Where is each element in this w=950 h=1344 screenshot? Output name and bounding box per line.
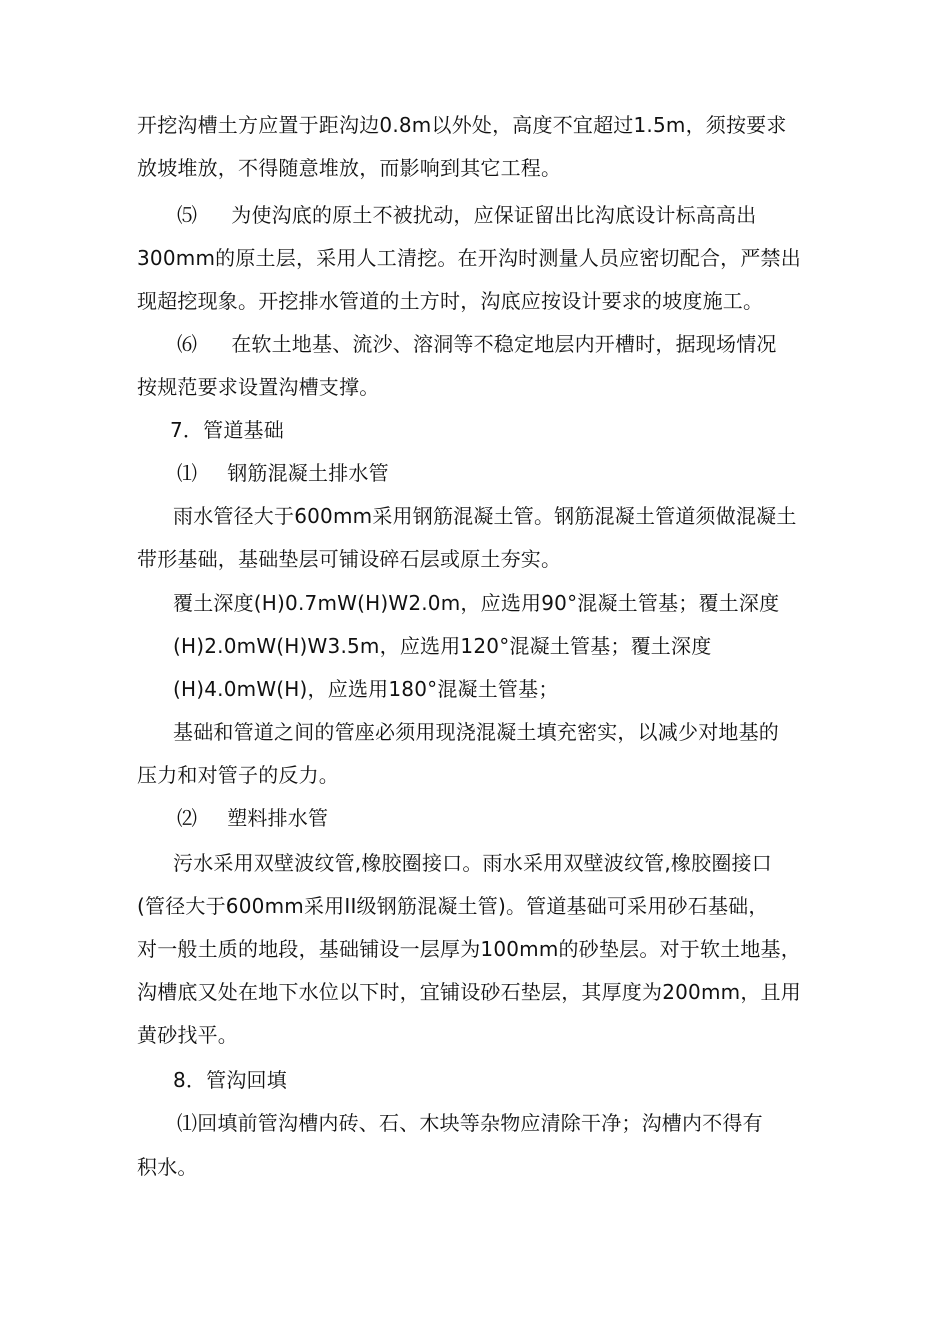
section-heading: 7．管道基础 (170, 418, 284, 442)
paragraph-line: 雨水管径大于600mm采用钢筋混凝土管。钢筋混凝土管道须做混凝土 (173, 504, 797, 528)
paragraph-line: 沟槽底又处在地下水位以下时，宜铺设砂石垫层，其厚度为200mm，且用 (137, 980, 801, 1004)
paragraph-line: 污水采用双壁波纹管,橡胶圈接口。雨水采用双壁波纹管,橡胶圈接口 (173, 851, 772, 875)
list-item-line: ⑹ 在软土地基、流沙、溶洞等不稳定地层内开槽时，据现场情况 (177, 332, 777, 356)
paragraph-line: 按规范要求设置沟槽支撑。 (137, 375, 380, 399)
paragraph-line: (管径大于600mm采用II级钢筋混凝土管)。管道基础可采用砂石基础， (137, 894, 769, 918)
paragraph-line: 对一般土质的地段，基础铺设一层厚为100mm的砂垫层。对于软土地基， (137, 937, 801, 961)
paragraph-line: 开挖沟槽土方应置于距沟边0.8m以外处，高度不宜超过1.5m，须按要求 (137, 113, 787, 137)
paragraph-line: 放坡堆放，不得随意堆放，而影响到其它工程。 (137, 156, 562, 180)
paragraph-line: (H)2.0mW(H)W3.5m，应选用120°混凝土管基；覆土深度 (173, 634, 712, 658)
list-number: ⑹ (177, 332, 198, 356)
subsection-heading: ⑵ 塑料排水管 (177, 806, 329, 830)
list-number: ⑴ (177, 461, 198, 485)
paragraph-line: 黄砂找平。 (137, 1023, 238, 1047)
list-number: ⑵ (177, 806, 198, 830)
list-item-line: ⑴回填前管沟槽内砖、石、木块等杂物应清除干净；沟槽内不得有 (177, 1111, 763, 1135)
paragraph-line: 基础和管道之间的管座必须用现浇混凝土填充密实，以减少对地基的 (173, 720, 779, 744)
section-heading: 8．管沟回填 (173, 1068, 287, 1092)
list-number: ⑸ (177, 203, 198, 227)
paragraph-line: 带形基础，基础垫层可铺设碎石层或原土夯实。 (137, 547, 562, 571)
list-item-line: ⑸ 为使沟底的原土不被扰动，应保证留出比沟底设计标高高出 (177, 203, 757, 227)
paragraph-line: 积水。 (137, 1155, 198, 1179)
paragraph-line: 覆土深度(H)0.7mW(H)W2.0m，应选用90°混凝土管基；覆土深度 (173, 591, 780, 615)
paragraph-line: (H)4.0mW(H)，应选用180°混凝土管基； (173, 677, 559, 701)
paragraph-line: 现超挖现象。开挖排水管道的土方时，沟底应按设计要求的坡度施工。 (137, 289, 764, 313)
paragraph-line: 压力和对管子的反力。 (137, 763, 339, 787)
subsection-heading: ⑴ 钢筋混凝土排水管 (177, 461, 389, 485)
paragraph-line: 300mm的原土层，采用人工清挖。在开沟时测量人员应密切配合，严禁出 (137, 246, 801, 270)
